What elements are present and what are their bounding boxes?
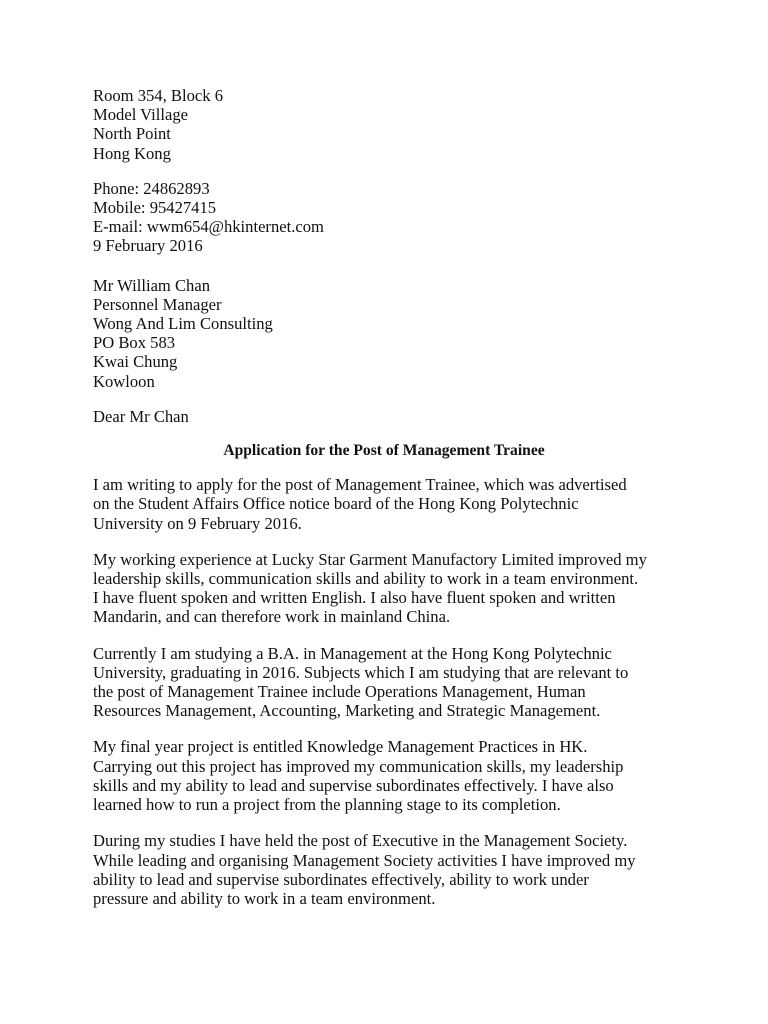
subject-heading: Application for the Post of Management Trainee [223, 442, 545, 460]
contact-details [93, 179, 676, 256]
paragraph-line: My final year project is entitled Knowledge Management Practices in HK. [93, 737, 588, 757]
sender-address-line: Hong Kong [93, 143, 171, 163]
salutation: Dear Mr Chan [93, 406, 189, 426]
body-paragraph-3 [93, 644, 676, 721]
paragraph-line: My working experience at Lucky Star Garment Manufactory Limited improved my [93, 549, 647, 569]
recipient-po-box: PO Box 583 [93, 333, 176, 353]
paragraph-line: Resources Management, Accounting, Marketing and Strategic Management. [93, 701, 601, 721]
body-paragraph-1 [93, 475, 676, 533]
paragraph-line: University, graduating in 2016. Subjects which I am studying that are relevant to [93, 662, 629, 682]
paragraph-line: ability to lead and supervise subordinates effectively, ability to work under [93, 869, 589, 889]
recipient-company: Wong And Lim Consulting [93, 314, 273, 334]
recipient-address [93, 276, 676, 391]
recipient-title: Personnel Manager [93, 294, 222, 314]
paragraph-line: pressure and ability to work in a team environment. [93, 888, 436, 908]
paragraph-line: University on 9 February 2016. [93, 513, 302, 533]
paragraph-line: While leading and organising Management Society activities I have improved my [93, 850, 636, 870]
body-paragraph-5 [93, 831, 676, 908]
paragraph-line: the post of Management Trainee include Operations Management, Human [93, 682, 586, 702]
paragraph-line: During my studies I have held the post of Executive in the Management Society. [93, 831, 628, 851]
email-address: E-mail: wwm654@hkinternet.com [93, 217, 324, 237]
mobile-number: Mobile: 95427415 [93, 198, 217, 218]
paragraph-line: Mandarin, and can therefore work in mainland China. [93, 607, 451, 627]
body-paragraph-4 [93, 737, 676, 814]
phone-number: Phone: 24862893 [93, 178, 210, 198]
paragraph-line: Currently I am studying a B.A. in Management at the Hong Kong Polytechnic [93, 643, 612, 663]
recipient-district: Kwai Chung [93, 352, 178, 372]
sender-address-line: Model Village [93, 105, 189, 125]
paragraph-line: Carrying out this project has improved my communication skills, my leadership [93, 756, 624, 776]
paragraph-line: skills and my ability to lead and supervise subordinates effectively. I have also [93, 775, 614, 795]
recipient-region: Kowloon [93, 371, 155, 391]
paragraph-line: leadership skills, communication skills and ability to work in a team environment. [93, 569, 639, 589]
recipient-name: Mr William Chan [93, 275, 211, 295]
paragraph-line: on the Student Affairs Office notice board of the Hong Kong Polytechnic [93, 494, 579, 514]
sender-address-line: Room 354, Block 6 [93, 86, 223, 105]
sender-address [93, 86, 676, 163]
paragraph-line: I have fluent spoken and written English. I also have fluent spoken and written [93, 588, 616, 608]
letter-date: 9 February 2016 [93, 236, 203, 256]
paragraph-line: learned how to run a project from the planning stage to its completion. [93, 795, 561, 815]
body-paragraph-2 [93, 550, 676, 627]
paragraph-line: I am writing to apply for the post of Management Trainee, which was advertised [93, 475, 627, 495]
sender-address-line: North Point [93, 124, 171, 144]
